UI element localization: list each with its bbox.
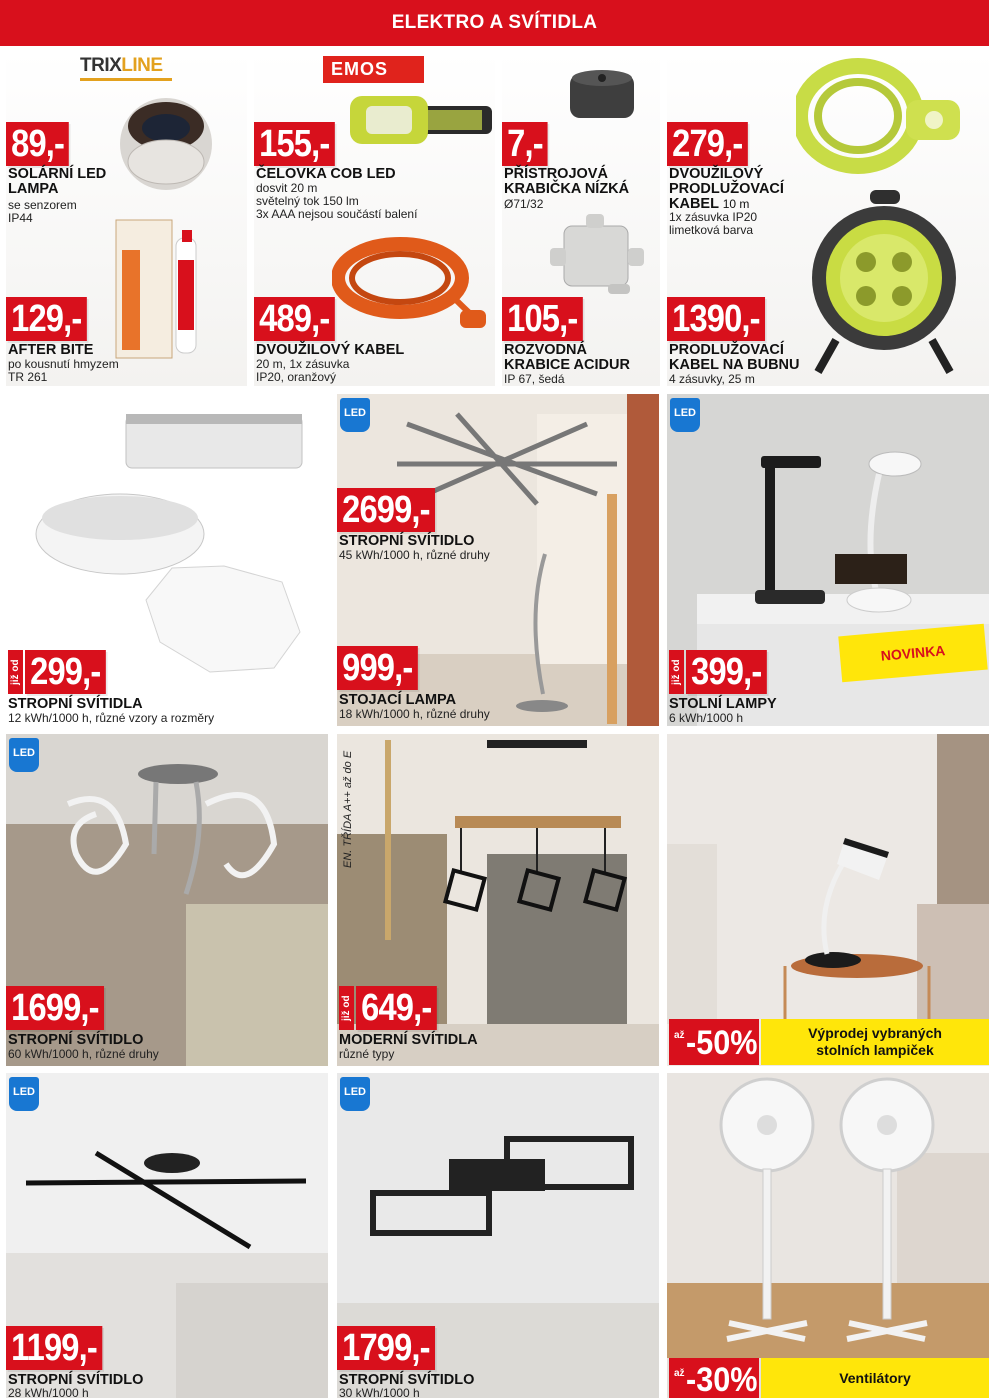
promo-text-ventilatory: Ventilátory [761, 1358, 989, 1398]
name-rozvodna: ROZVODNÁ KRABICE ACIDUR [504, 342, 630, 373]
promo-text-lampicky: Výprodej vybraných stolních lampiček [761, 1019, 989, 1065]
desc-rozvodna: IP 67, šedá [504, 372, 565, 386]
desc-stropni3: 60 kWh/1000 h, různé druhy [8, 1047, 159, 1061]
price-celovka: 155,- [254, 122, 335, 166]
led-badge-stropni3: LED [9, 738, 39, 772]
price-stropni4: 1199,- [6, 1326, 102, 1370]
novinka-badge: NOVINKA [838, 624, 987, 683]
solar-lamp-image [118, 96, 218, 191]
desc-solar: se senzorem IP44 [8, 198, 77, 225]
name-stropni3: STROPNÍ SVÍTIDLO [8, 1032, 144, 1048]
led-badge-stolni: LED [670, 398, 700, 432]
name-stropni2: STROPNÍ SVÍTIDLO [339, 533, 475, 549]
name-stropni5: STROPNÍ SVÍTIDLO [339, 1372, 475, 1388]
lime-cable-image [796, 56, 964, 176]
emos-logo: EMOS [323, 56, 424, 83]
price-stolni: 399,- [686, 650, 767, 694]
desc-celovka: dosvit 20 m světelný tok 150 lm 3x AAA nejsou součástí balení [256, 181, 418, 221]
desc-afterbite: po kousnutí hmyzem TR 261 [8, 357, 119, 384]
desc-stojaci: 18 kWh/1000 h, různé druhy [339, 707, 490, 721]
name-buben: PRODLUŽOVACÍ KABEL NA BUBNU [669, 342, 800, 373]
price-stropni2: 2699,- [337, 488, 435, 532]
distribution-box-image [548, 214, 648, 296]
name-afterbite: AFTER BITE [8, 342, 94, 358]
desc-kabel: 20 m, 1x zásuvka IP20, oranžový [256, 357, 350, 384]
cable-reel-image [806, 190, 962, 376]
price-buben: 1390,- [667, 297, 765, 341]
az-label-ventilatory: až [674, 1368, 685, 1379]
name-stolni: STOLNÍ LAMPY [669, 696, 777, 712]
trixline-logo: TRIXLINE [80, 55, 172, 81]
from-badge-moderni: již od [339, 986, 354, 1030]
table-lamp-image [667, 734, 989, 1024]
name-stropni4: STROPNÍ SVÍTIDLO [8, 1372, 144, 1388]
name-stojaci: STOJACÍ LAMPA [339, 692, 457, 708]
standing-fans-image [667, 1073, 989, 1358]
led-badge-stropni4: LED [9, 1077, 39, 1111]
price-solar: 89,- [6, 122, 69, 166]
name-solar: SOLÁRNÍ LED LAMPA [8, 166, 107, 197]
price-stropni3: 1699,- [6, 986, 104, 1030]
desc-stolni: 6 kWh/1000 h [669, 711, 744, 725]
after-bite-image [112, 210, 212, 360]
price-moderni: 649,- [356, 986, 437, 1030]
name-prodluz-suffix: 10 m [722, 197, 750, 211]
from-badge-stolni: již od [669, 650, 684, 694]
name-celovka: ČELOVKA COB LED [256, 166, 396, 182]
discount-value-lampicky: -50% [686, 1024, 758, 1062]
desc-moderni: různé typy [339, 1047, 395, 1061]
led-badge-stropni2: LED [340, 398, 370, 432]
desc-krabicka: Ø71/32 [504, 197, 544, 211]
price-krabicka: 7,- [502, 122, 548, 166]
price-afterbite: 129,- [6, 297, 87, 341]
price-stropni5: 1799,- [337, 1326, 435, 1370]
desc-buben: 4 zásuvky, 25 m [669, 372, 755, 386]
orange-cable-image [332, 236, 492, 336]
desc-prodluz: 1x zásuvka IP20 limetková barva [669, 210, 758, 237]
name-stropni1: STROPNÍ SVÍTIDLA [8, 696, 143, 712]
price-prodluz: 279,- [667, 122, 748, 166]
page-header: ELEKTRO A SVÍTIDLA [0, 0, 989, 46]
price-kabel: 489,- [254, 297, 335, 341]
name-prodluz-main: DVOUŽILOVÝ PRODLUŽOVACÍ KABEL [669, 166, 784, 212]
name-kabel: DVOUŽILOVÝ KABEL [256, 342, 405, 358]
name-prodluz [669, 167, 799, 212]
junction-box-image [566, 66, 638, 122]
discount-value-ventilatory: -30% [686, 1361, 758, 1398]
name-moderni: MODERNÍ SVÍTIDLA [339, 1032, 478, 1048]
headlamp-image [348, 90, 494, 152]
energy-class-note: EN. TŘÍDA A++ až do E [342, 750, 354, 868]
desc-stropni2: 45 kWh/1000 h, různé druhy [339, 548, 490, 562]
from-badge-stropni1: již od [8, 650, 23, 694]
name-krabicka: PŘÍSTROJOVÁ KRABIČKA NÍZKÁ [504, 166, 630, 197]
price-stropni1: 299,- [25, 650, 106, 694]
price-rozvodna: 105,- [502, 297, 583, 341]
price-stojaci: 999,- [337, 646, 418, 690]
ceiling-lights-image [34, 406, 304, 676]
desc-stropni4: 28 kWh/1000 h [8, 1386, 89, 1398]
led-badge-stropni5: LED [340, 1077, 370, 1111]
az-label-lampicky: až [674, 1030, 685, 1041]
desc-stropni5: 30 kWh/1000 h [339, 1386, 420, 1398]
desc-stropni1: 12 kWh/1000 h, různé vzory a rozměry [8, 711, 215, 725]
